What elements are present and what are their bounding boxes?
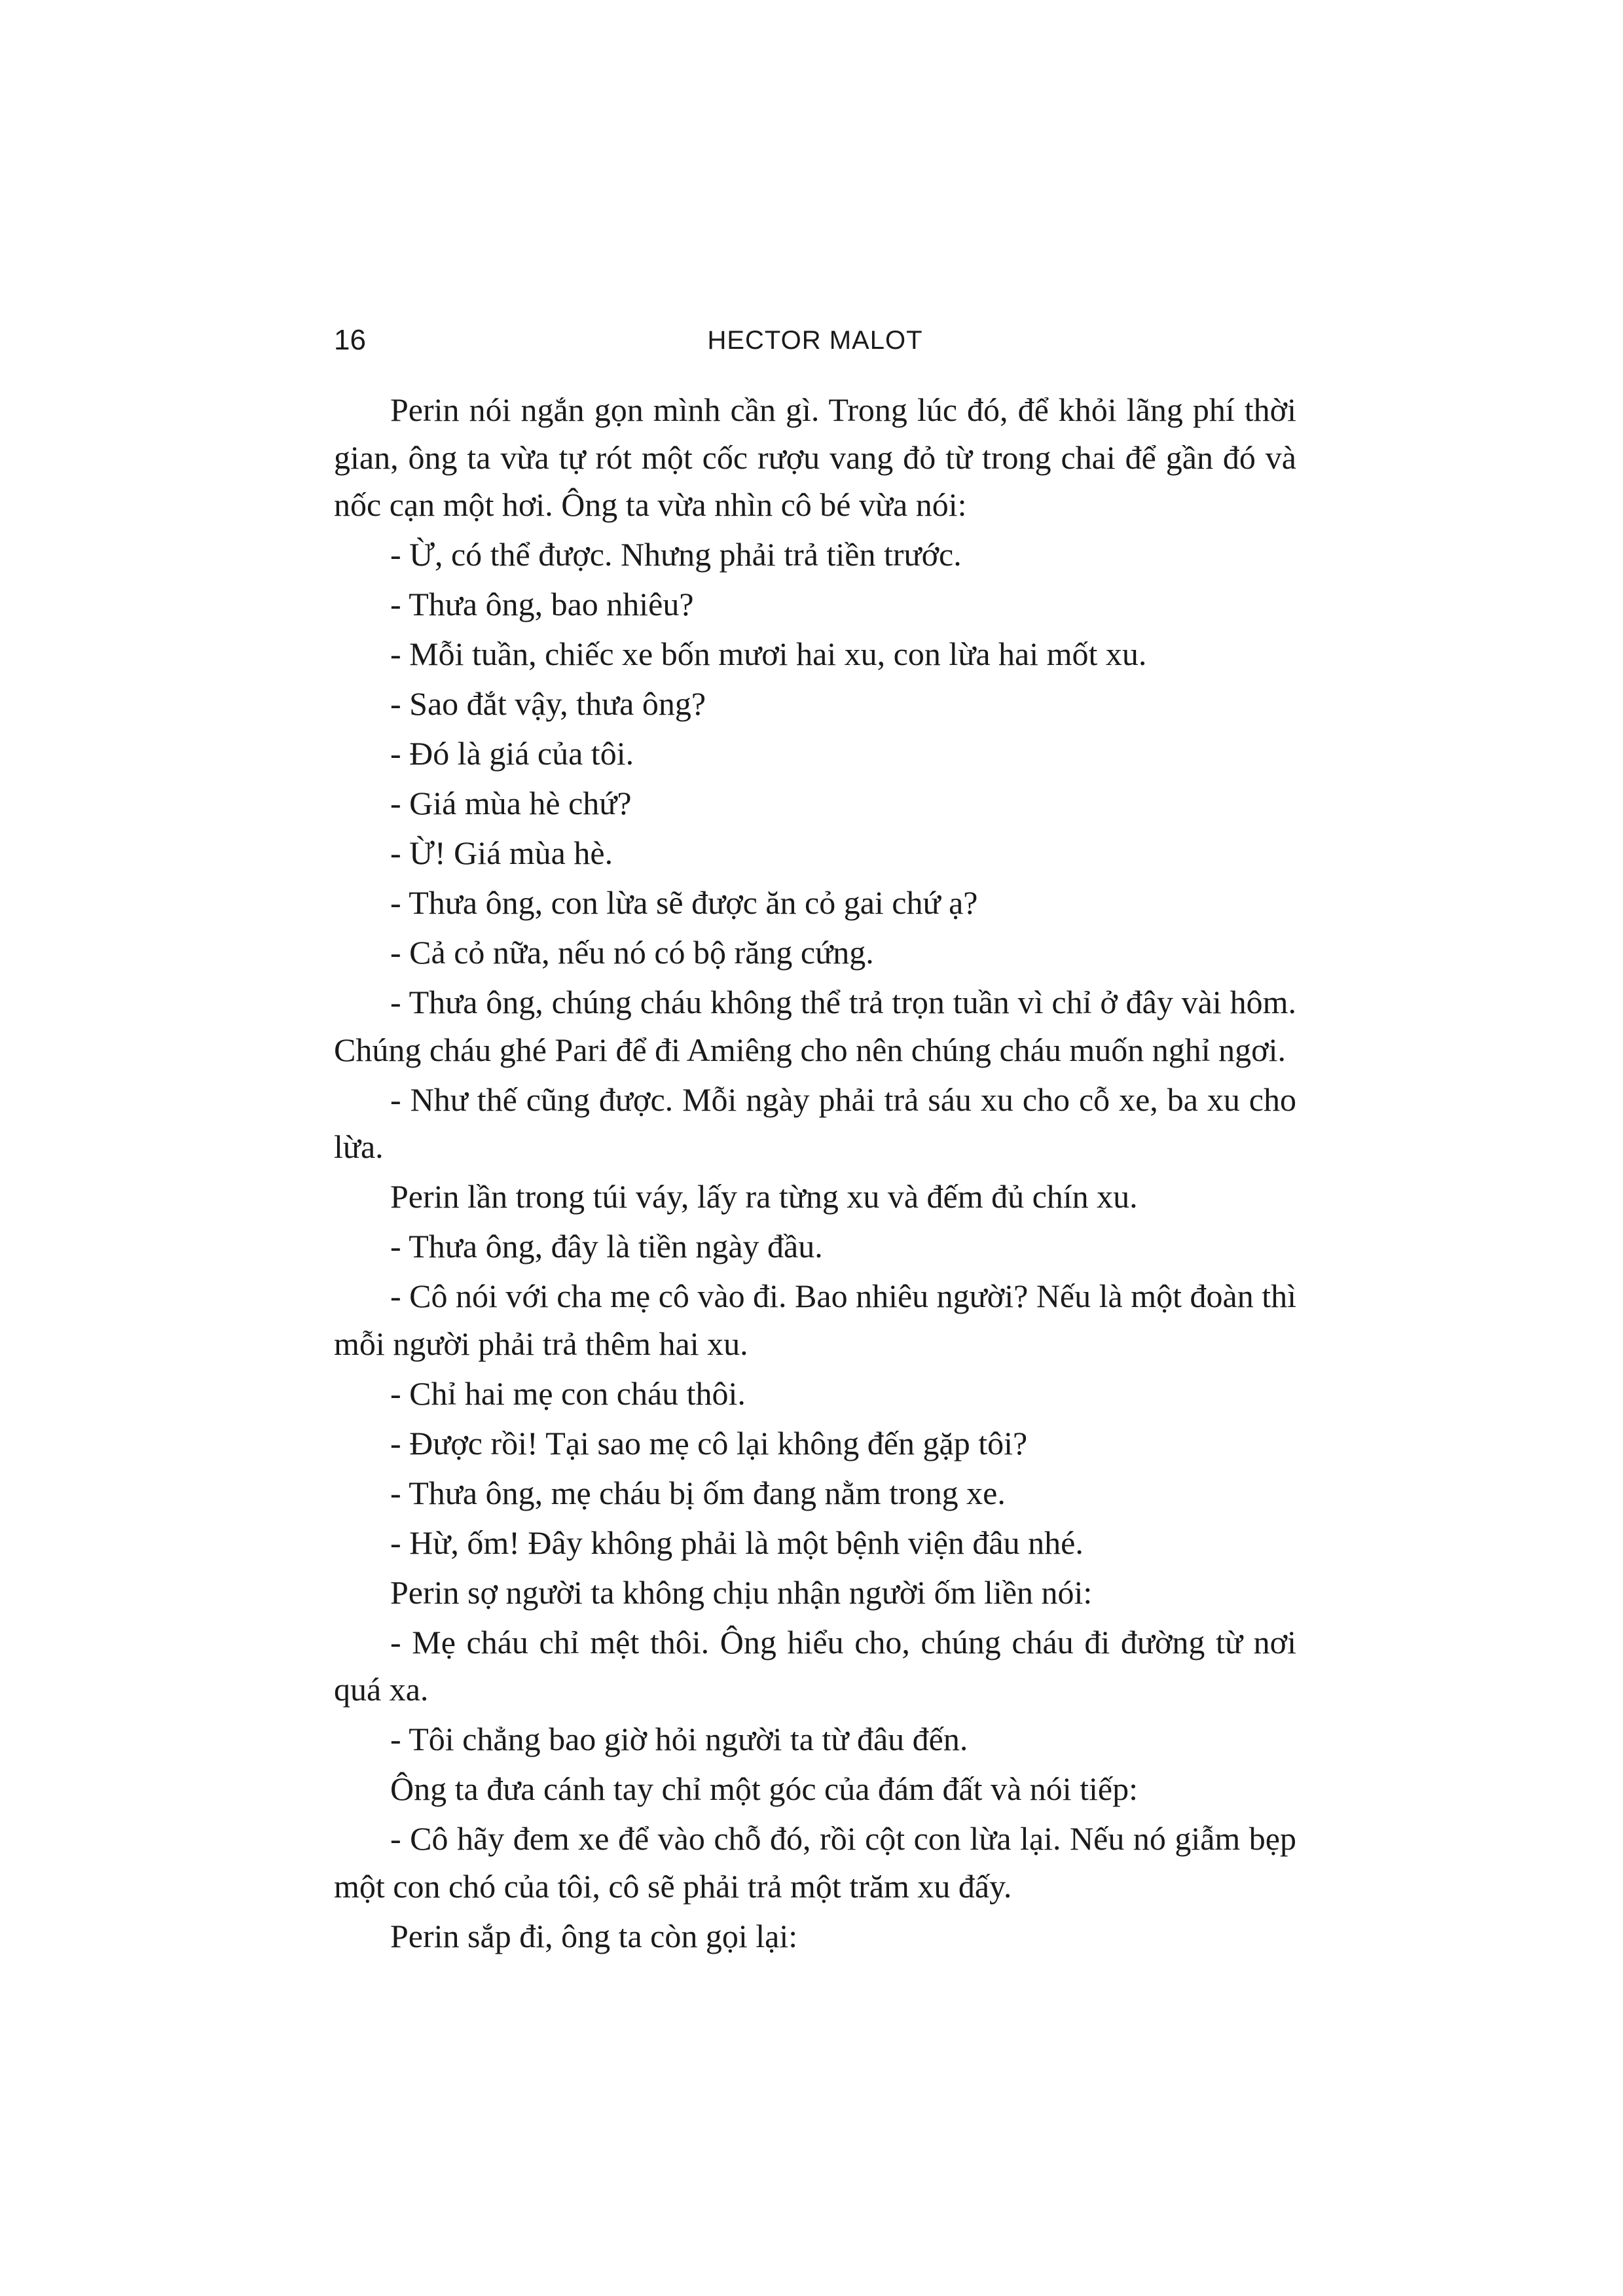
paragraph: - Thưa ông, con lừa sẽ được ăn cỏ gai chứ ạ?	[390, 884, 978, 921]
paragraph: - Thưa ông, mẹ cháu bị ốm đang nằm trong xe.	[390, 1474, 1006, 1511]
paragraph: - Cô hãy đem xe để vào chỗ đó, rồi cột con lừa lại. Nếu nó giẫm bẹp một con chó của tôi, cô sẽ phải trả một trăm xu đấy.	[334, 1820, 1296, 1905]
paragraph: Ông ta đưa cánh tay chỉ một góc của đám đất và nói tiếp:	[390, 1770, 1139, 1807]
paragraph: - Hừ, ốm! Đây không phải là một bệnh viện đâu nhé.	[390, 1524, 1084, 1561]
paragraph: - Chỉ hai mẹ con cháu thôi.	[390, 1374, 746, 1412]
paragraph: - Đó là giá của tôi.	[390, 735, 634, 772]
paragraph: - Cô nói với cha mẹ cô vào đi. Bao nhiêu người? Nếu là một đoàn thì mỗi người phải trả thêm hai xu.	[334, 1278, 1296, 1362]
paragraph: Perin nói ngắn gọn mình cần gì. Trong lúc đó, để khỏi lãng phí thời gian, ông ta vừa tự rót một cốc rượu vang đỏ từ trong chai để gần đó và nốc cạn một hơi. Ông ta vừa nhìn cô bé vừa nói:	[334, 391, 1296, 523]
paragraph: - Giá mùa hè chứ?	[390, 785, 632, 821]
paragraph: - Ừ, có thể được. Nhưng phải trả tiền trước.	[390, 536, 962, 573]
body-text	[334, 386, 1296, 1962]
page-header	[334, 321, 1296, 360]
paragraph: - Mỗi tuần, chiếc xe bốn mươi hai xu, con lừa hai mốt xu.	[390, 636, 1147, 672]
page-number: 16	[334, 324, 366, 356]
paragraph: - Thưa ông, bao nhiêu?	[390, 586, 694, 622]
paragraph: - Tôi chẳng bao giờ hỏi người ta từ đâu đến.	[390, 1721, 968, 1757]
paragraph: Perin sắp đi, ông ta còn gọi lại:	[390, 1917, 798, 1954]
running-head: HECTOR MALOT	[707, 326, 923, 355]
paragraph: - Như thế cũng được. Mỗi ngày phải trả sáu xu cho cỗ xe, ba xu cho lừa.	[334, 1081, 1296, 1165]
paragraph: - Mẹ cháu chỉ mệt thôi. Ông hiểu cho, chúng cháu đi đường từ nơi quá xa.	[334, 1623, 1296, 1708]
paragraph: - Được rồi! Tại sao mẹ cô lại không đến gặp tôi?	[390, 1424, 1028, 1462]
paragraph: Perin sợ người ta không chịu nhận người ốm liền nói:	[390, 1573, 1093, 1611]
paragraph: - Ừ! Giá mùa hè.	[390, 834, 613, 871]
paragraph: - Cả cỏ nữa, nếu nó có bộ răng cứng.	[390, 934, 874, 971]
paragraph: - Thưa ông, chúng cháu không thể trả trọn tuần vì chỉ ở đây vài hôm. Chúng cháu ghé Pari để đi Amiêng cho nên chúng cháu muốn nghỉ ngơi.	[334, 984, 1296, 1068]
paragraph: - Thưa ông, đây là tiền ngày đầu.	[390, 1228, 823, 1265]
paragraph: Perin lần trong túi váy, lấy ra từng xu và đếm đủ chín xu.	[390, 1178, 1138, 1215]
paragraph: - Sao đắt vậy, thưa ông?	[390, 685, 706, 722]
